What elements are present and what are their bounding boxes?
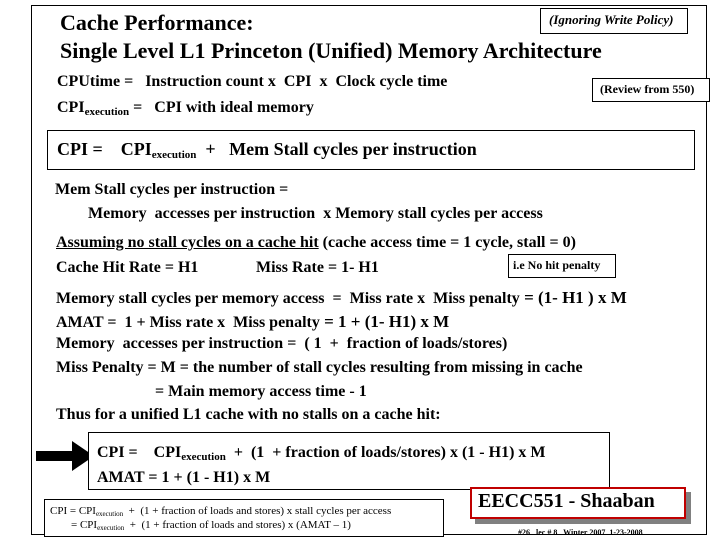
assumption-line <box>56 234 576 252</box>
bottom-cpi-1-rhs: + (1 + fraction of loads and stores) x stall cycles per access <box>123 505 392 517</box>
slide-footer: #26 lec # 8 Winter 2007 1-23-2008 <box>518 528 643 537</box>
result-cpi-subscript: execution <box>181 451 226 463</box>
result-cpi-formula <box>97 444 546 463</box>
assumption-underlined: Assuming no stall cycles on a cache hit <box>56 234 319 251</box>
hit-rate: Cache Hit Rate = H1 <box>56 259 199 276</box>
miss-penalty-definition: Miss Penalty = M = the number of stall cycles resulting from missing in cache <box>56 359 583 376</box>
cpi-execution-definition <box>57 99 314 118</box>
bottom-cpi-2-rhs: + (1 + fraction of loads and stores) x (AMAT – 1) <box>124 519 351 531</box>
stall-per-access-text: Memory stall cycles per memory access = Miss rate x Miss penalty <box>56 290 520 307</box>
cpi-formula-subscript: execution <box>151 149 197 161</box>
result-cpi-rhs: + (1 + fraction of loads/stores) x (1 - H1) x M <box>225 444 546 461</box>
review-note: (Review from 550) <box>600 82 695 96</box>
amat-text: AMAT = 1 + Miss rate x Miss penalty <box>56 314 320 331</box>
amat-formula <box>56 312 449 332</box>
bottom-cpi-2-subscript: execution <box>97 524 125 532</box>
result-cpi-lhs: CPI = CPI <box>97 444 182 461</box>
mem-stall-line-1: Mem Stall cycles per instruction = <box>55 181 289 198</box>
accesses-per-instruction: Memory accesses per instruction = ( 1 + fraction of loads/stores) <box>56 335 508 352</box>
miss-penalty-value: = Main memory access time - 1 <box>155 383 367 400</box>
cpi-label: CPI <box>57 99 85 116</box>
stall-per-access-tail: = (1- H1 ) x M <box>519 288 627 307</box>
amat-tail: = 1 + (1- H1) x M <box>319 312 450 331</box>
write-policy-note: (Ignoring Write Policy) <box>549 12 674 27</box>
right-arrow-icon <box>36 441 94 471</box>
cpi-formula-lhs: CPI = CPI <box>57 139 152 159</box>
bottom-cpi-1-lhs: CPI = CPI <box>50 505 96 517</box>
miss-rate: Miss Rate = 1- H1 <box>256 259 379 276</box>
execution-subscript: execution <box>84 106 130 118</box>
cpi-formula-rhs: + Mem Stall cycles per instruction <box>196 139 477 159</box>
no-hit-penalty: i.e No hit penalty <box>513 258 601 272</box>
bottom-cpi-2-lhs: = CPI <box>71 519 98 531</box>
title-line-1: Cache Performance: <box>60 10 254 35</box>
bottom-cpi-1-subscript: execution <box>95 510 124 518</box>
assumption-rest: (cache access time = 1 cycle, stall = 0) <box>318 234 576 251</box>
title-line-2: Single Level L1 Princeton (Unified) Memory Architecture <box>60 38 602 63</box>
stall-per-access-formula <box>56 288 627 308</box>
cpi-formula <box>57 139 477 161</box>
course-badge-label: EECC551 - Shaaban <box>478 490 655 512</box>
result-amat-formula: AMAT = 1 + (1 - H1) x M <box>97 469 271 486</box>
cpi-ideal-text: = CPI with ideal memory <box>129 99 314 116</box>
bottom-cpi-formula-2 <box>71 519 351 532</box>
mem-stall-line-2: Memory accesses per instruction x Memory stall cycles per access <box>88 205 543 222</box>
bottom-cpi-formula-1 <box>50 505 391 518</box>
cputime-formula: CPUtime = Instruction count x CPI x Clock cycle time <box>57 73 448 90</box>
unified-cache-intro: Thus for a unified L1 cache with no stalls on a cache hit: <box>56 406 441 423</box>
